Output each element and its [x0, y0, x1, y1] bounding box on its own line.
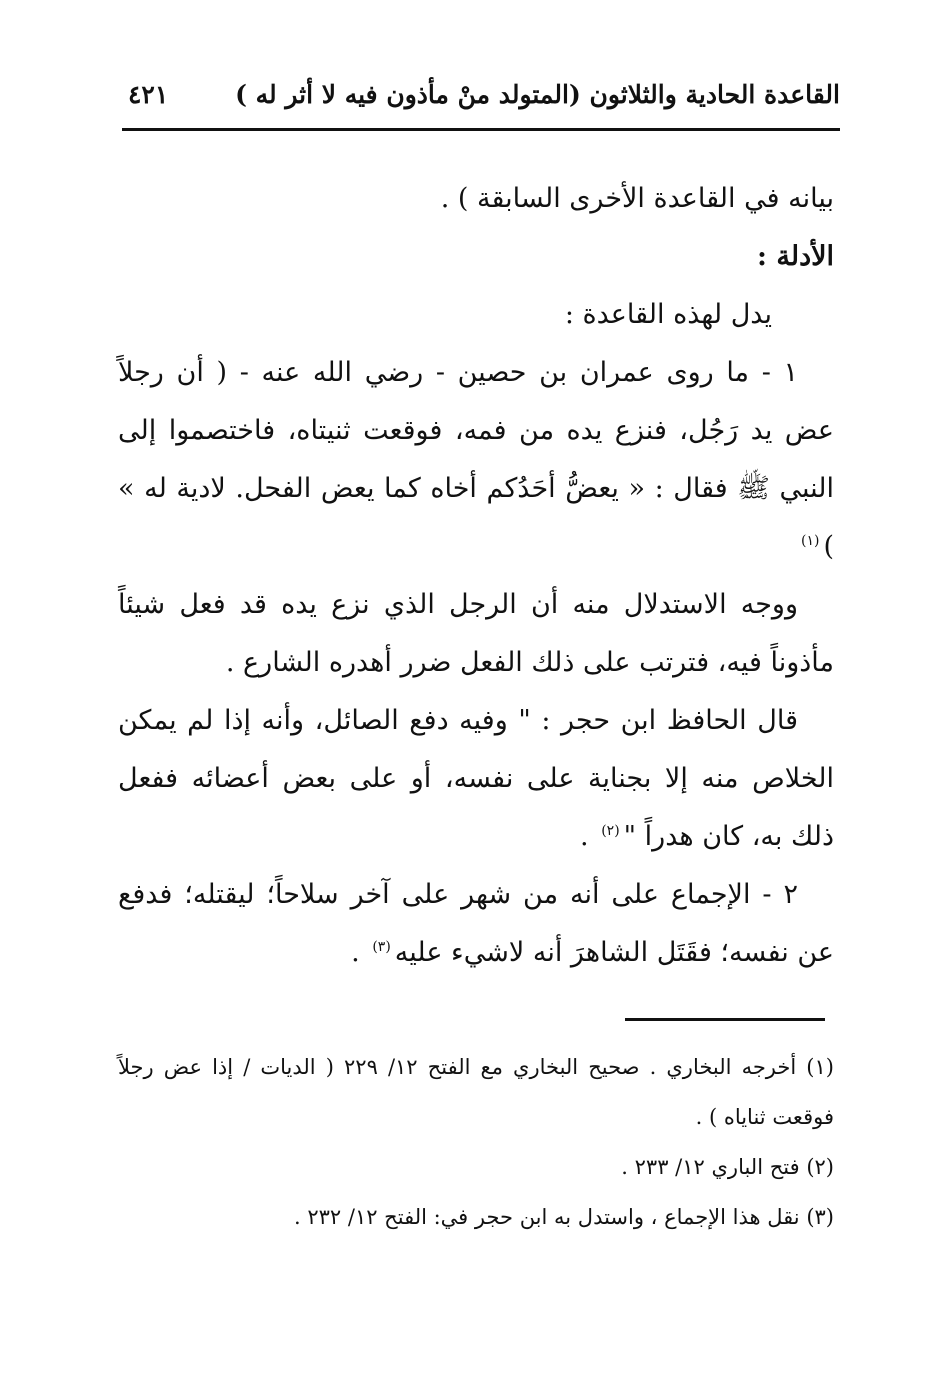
footnote-ref-2: (٢)	[601, 823, 620, 839]
page-number: ٤٢١	[128, 80, 169, 109]
footnote-2: (٢) فتح الباري ١٢/ ٢٣٣ .	[621, 1155, 834, 1179]
page-header	[120, 78, 840, 126]
main-text	[118, 170, 834, 982]
header-rule	[122, 128, 840, 131]
section-heading: الأدلة :	[757, 241, 834, 272]
intro-line: يدل لهذه القاعدة :	[564, 299, 772, 330]
quote-text: قال الحافظ ابن حجر : " وفيه دفع الصائل، وأنه إذا لم يمكن الخلاص منه إلا بجناية على نفسه، أو على بعض أعضائه ففعل ذلك به، كان هدراً "	[118, 705, 834, 852]
evidence-1-text: ١ - ما روى عمران بن حصين - رضي الله عنه - ( أن رجلاً عض يد رَجُل، فنزع يده من فمه، فوقعت ثنيتاه، فاختصموا إلى النبي ﷺ فقال : « يعضُّ أحَدُكم أخاه كما يعض الفحل. لادية له » )	[118, 357, 834, 562]
evidence-2-end: .	[351, 937, 360, 968]
footnotes	[118, 1042, 834, 1242]
quote-end: .	[580, 821, 589, 852]
footnote-ref-1: (١)	[800, 533, 820, 549]
footnote-separator	[625, 1018, 825, 1021]
footnote-1: (١) أخرجه البخاري . صحيح البخاري مع الفتح ١٢/ ٢٢٩ ( الديات / إذا عض رجلاً فوقعت ثناياه ) .	[118, 1055, 834, 1129]
continuation-paragraph: بيانه في القاعدة الأخرى السابقة ) .	[440, 183, 834, 214]
running-title: القاعدة الحادية والثلاثون (المتولد منْ مأذون فيه لا أثر له )	[235, 80, 840, 109]
evidence-2-text: ٢ - الإجماع على أنه من شهر على آخر سلاحاً؛ ليقتله؛ فدفع عن نفسه؛ فقَتَل الشاهرَ أنه لاشيء عليه	[118, 879, 834, 968]
footnote-3: (٣) نقل هذا الإجماع ، واستدل به ابن حجر في: الفتح ١٢/ ٢٣٢ .	[293, 1205, 834, 1229]
evidence-1-paragraph	[118, 344, 834, 576]
footnote-ref-3: (٣)	[372, 939, 391, 955]
evidence-2-paragraph	[118, 866, 834, 982]
reasoning-paragraph: ووجه الاستدلال منه أن الرجل الذي نزع يده قد فعل شيئاً مأذوناً فيه، فترتب على ذلك الفعل ضرر أهدره الشارع .	[118, 589, 834, 678]
quote-paragraph	[118, 692, 834, 866]
